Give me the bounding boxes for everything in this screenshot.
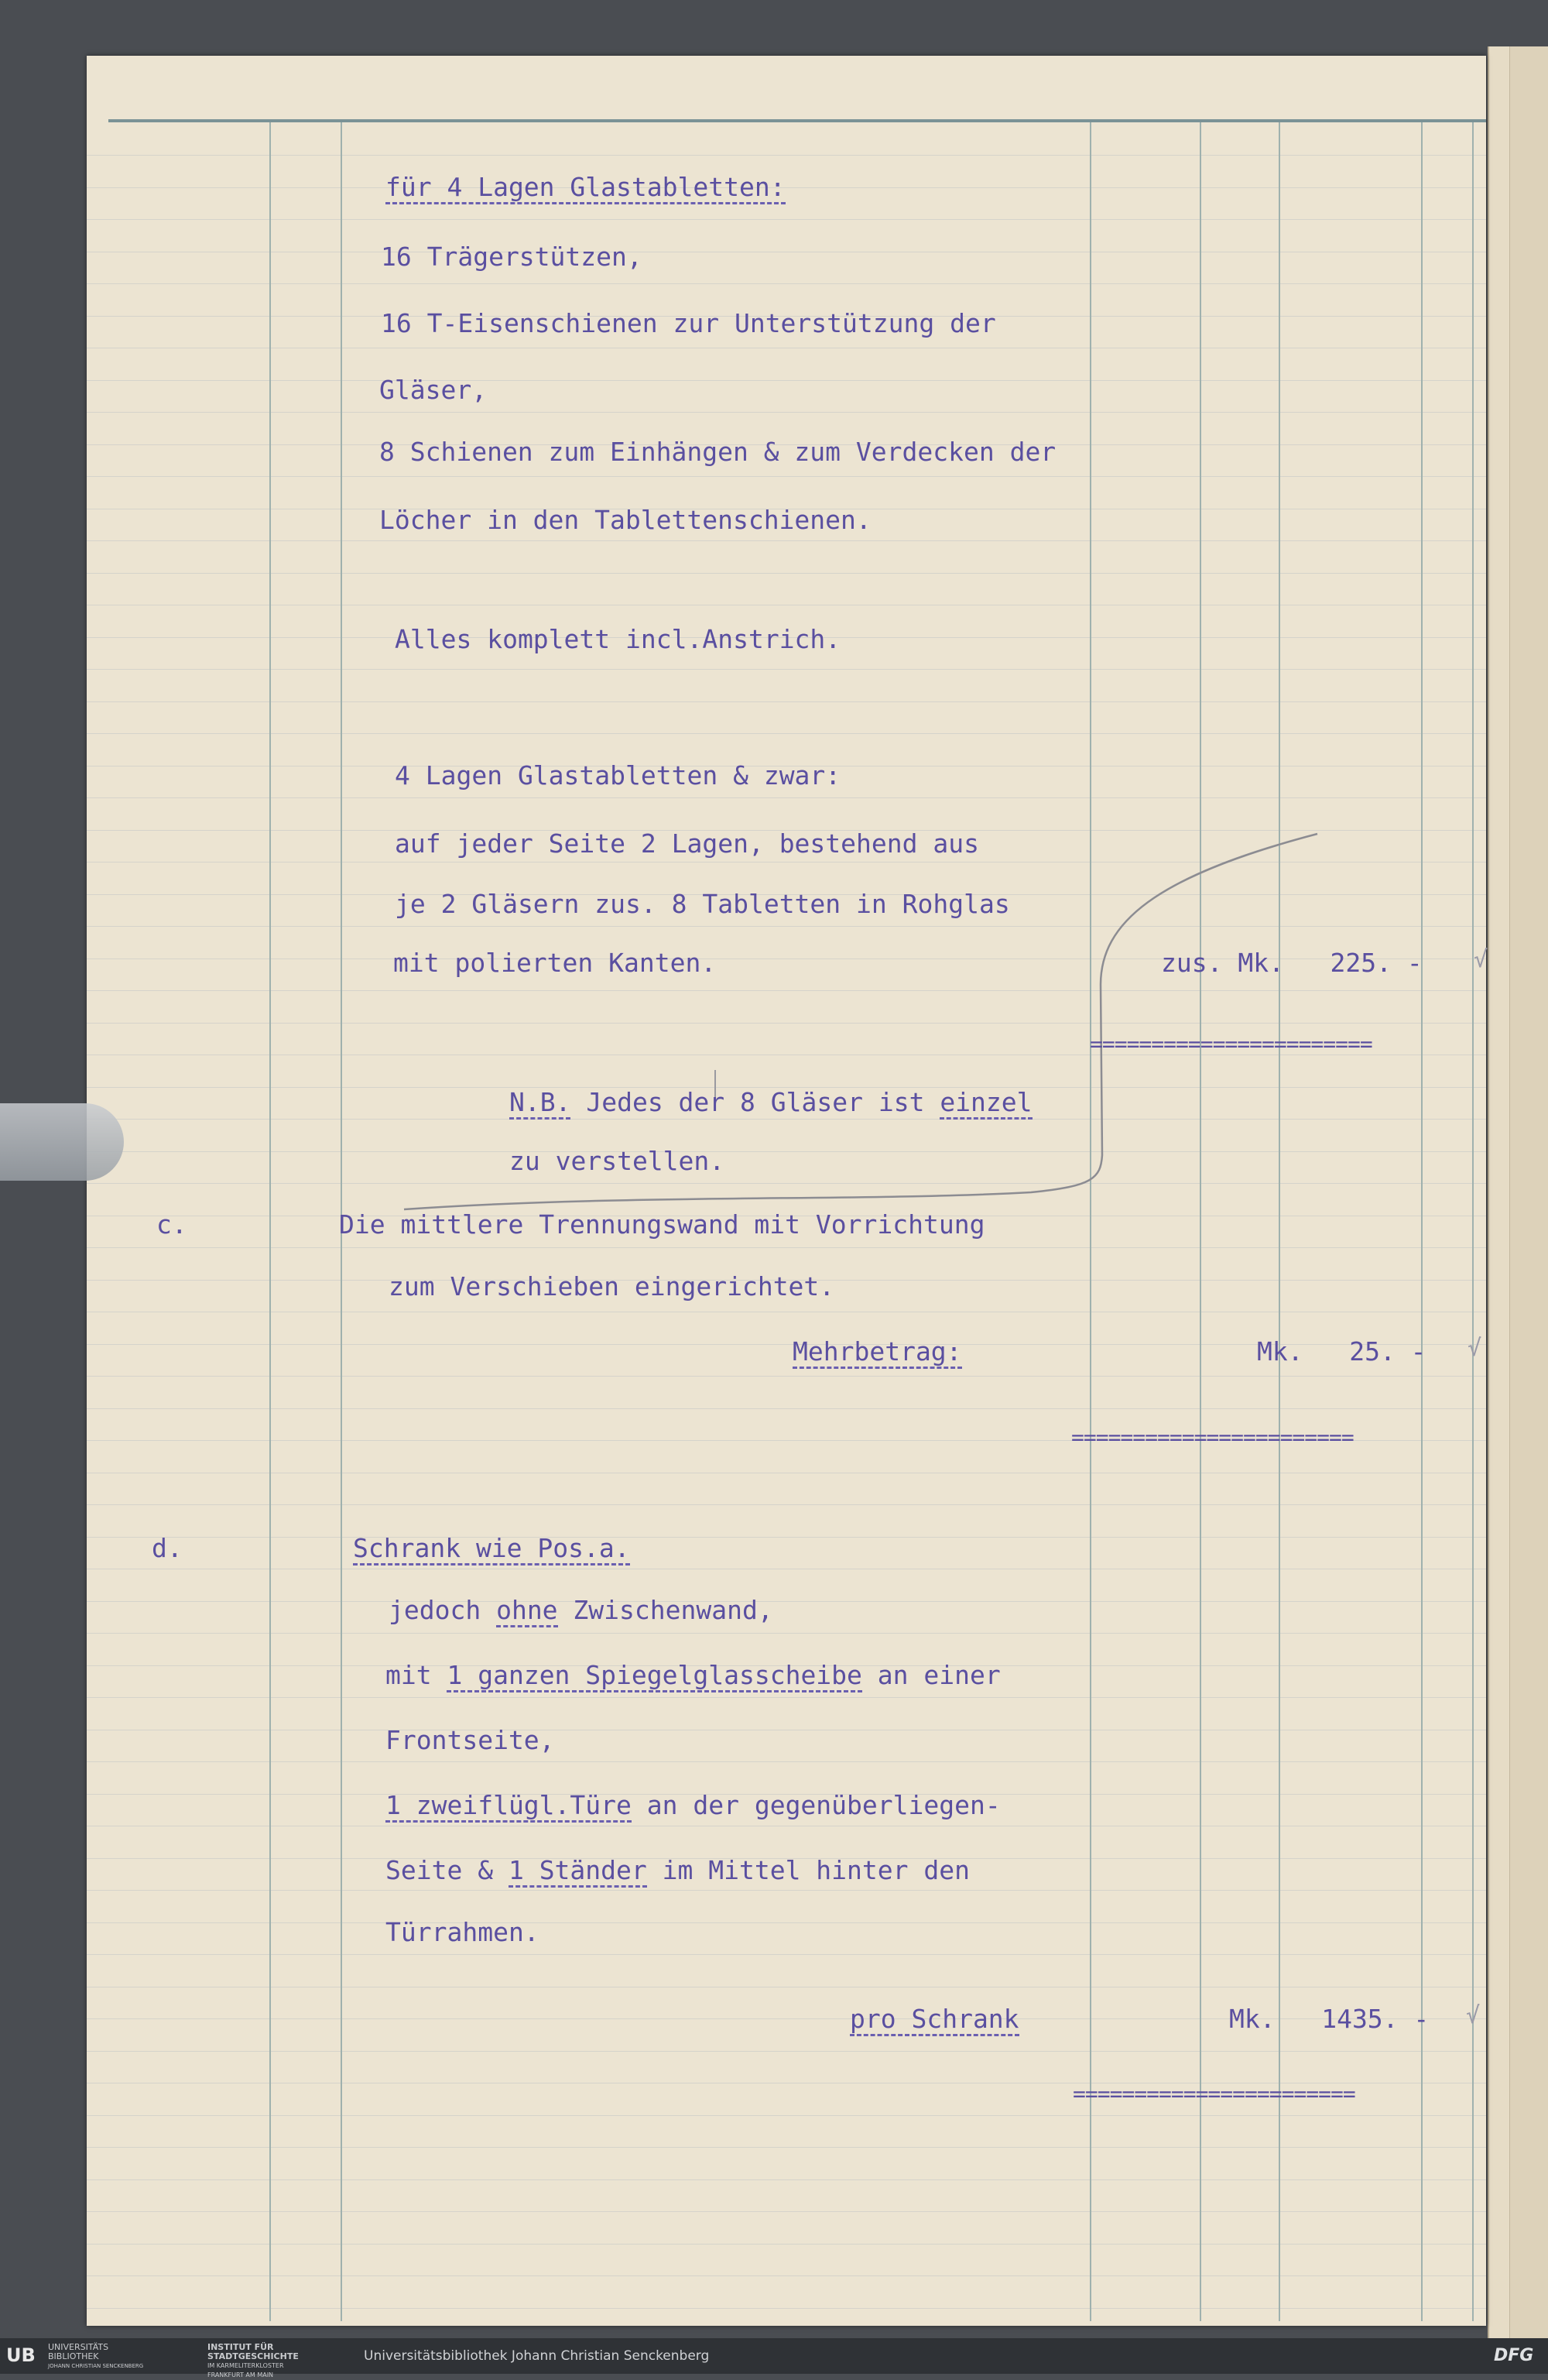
price-per-cabinet-d: Mk. 1435. -: [1229, 2004, 1430, 2034]
item-label-d: d.: [152, 1533, 183, 1563]
line-1: [385, 172, 786, 203]
d6-stand: 1 Ständer: [509, 1855, 647, 1888]
page-marker-tab: [0, 1103, 124, 1181]
pencil-annotation: [87, 56, 1486, 2326]
d2-ohne: ohne: [496, 1595, 557, 1627]
adjacent-page-edge-2: [1509, 46, 1548, 2338]
line-3: 16 T-Eisenschienen zur Unterstützung der: [381, 308, 996, 338]
d-line-1: [353, 1533, 630, 1564]
isg-text-1: INSTITUT FÜR: [207, 2342, 274, 2352]
isg-logo-text: [207, 2343, 299, 2380]
line-8: 4 Lagen Glastabletten & zwar:: [395, 760, 841, 790]
d3-part-c: an einer: [861, 1660, 1001, 1690]
check-mark-icon: √: [1466, 2002, 1481, 2029]
ub-logo-text: [48, 2343, 143, 2371]
d-line-2: [389, 1595, 773, 1626]
ub-text-3: JOHANN CHRISTIAN SENCKENBERG: [48, 2363, 144, 2369]
double-rule-2: =======================: [1071, 1425, 1354, 1450]
per-cabinet-label: pro Schrank: [850, 2004, 1019, 2036]
d-line-8: [850, 2004, 1019, 2035]
footer-credit: Universitätsbibliothek Johann Christian Senckenberg: [364, 2348, 710, 2364]
nb-line-2: zu verstellen.: [509, 1146, 725, 1176]
d-heading: Schrank wie Pos.a.: [353, 1533, 630, 1566]
line-4: Gläser,: [379, 375, 488, 405]
d6-part-a: Seite &: [385, 1855, 509, 1885]
surcharge-label: Mehrbetrag:: [793, 1336, 962, 1369]
d5-part-b: an der gegenüberliegen-: [631, 1790, 1001, 1820]
double-rule-3: =======================: [1073, 2081, 1355, 2107]
c-line-2: zum Verschieben eingerichtet.: [389, 1271, 835, 1301]
check-mark-icon: √: [1474, 946, 1488, 973]
check-mark-icon: √: [1468, 1335, 1482, 1362]
line-11: mit polierten Kanten.: [393, 948, 717, 978]
d3-mirror-glass: 1 ganzen Spiegelglasscheibe: [447, 1660, 861, 1692]
d-line-3: [385, 1660, 1001, 1691]
d5-door: 1 zweiflügl.Türe: [385, 1790, 632, 1823]
isg-text-2: STADTGESCHICHTE: [207, 2351, 299, 2361]
d6-part-c: im Mittel hinter den: [646, 1855, 970, 1885]
d3-part-a: mit: [385, 1660, 447, 1690]
nb-line: [509, 1087, 1033, 1118]
line-9: auf jeder Seite 2 Lagen, bestehend aus: [395, 828, 979, 859]
c-line-1: Die mittlere Trennungswand mit Vorrichtung: [339, 1209, 985, 1240]
heading-glass-shelves: für 4 Lagen Glastabletten:: [385, 172, 786, 204]
d-line-4: Frontseite,: [385, 1725, 555, 1755]
viewer-footer: [0, 2338, 1548, 2378]
item-label-c: c.: [156, 1209, 187, 1240]
c-line-3: [793, 1336, 962, 1367]
document-page: [87, 56, 1486, 2326]
price-total-b: zus. Mk. 225. -: [1161, 948, 1423, 978]
line-2: 16 Trägerstützen,: [381, 242, 642, 272]
d-line-6: [385, 1855, 970, 1886]
d2-part-c: Zwischenwand,: [557, 1595, 773, 1625]
dfg-logo: DFG: [1494, 2346, 1534, 2365]
ub-logo: UB: [6, 2344, 36, 2366]
d-line-7: Türrahmen.: [385, 1917, 539, 1947]
nb-text: Jedes der 8 Gläser ist: [570, 1087, 940, 1117]
ub-text-1: UNIVERSITÄTS: [48, 2342, 109, 2352]
ub-text-2: BIBLIOTHEK: [48, 2351, 99, 2361]
d-line-5: [385, 1790, 1001, 1821]
line-6: Löcher in den Tablettenschienen.: [379, 505, 872, 535]
nb-label: N.B.: [509, 1087, 570, 1120]
isg-text-4: FRANKFURT AM MAIN: [207, 2371, 274, 2378]
line-10: je 2 Gläsern zus. 8 Tabletten in Rohglas: [395, 889, 1010, 919]
price-surcharge-c: Mk. 25. -: [1257, 1336, 1426, 1367]
line-7: Alles komplett incl.Anstrich.: [395, 624, 841, 654]
isg-text-3: IM KARMELITERKLOSTER: [207, 2362, 284, 2369]
line-5: 8 Schienen zum Einhängen & zum Verdecken der: [379, 437, 1057, 467]
nb-einzel: einzel: [940, 1087, 1032, 1120]
double-rule-1: =======================: [1090, 1031, 1372, 1057]
d2-part-a: jedoch: [389, 1595, 497, 1625]
